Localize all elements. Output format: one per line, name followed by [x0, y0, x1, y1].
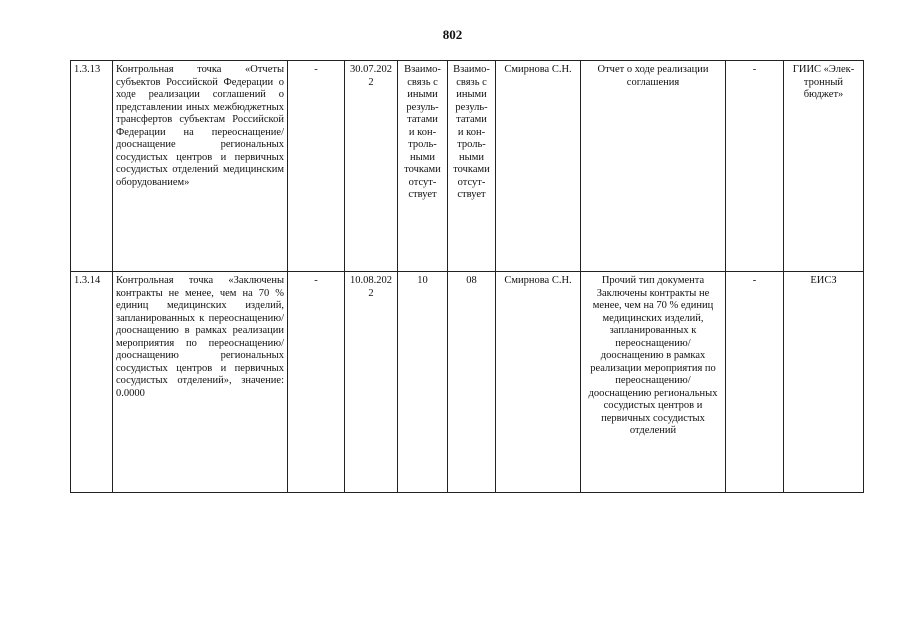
- information-system-text: ЕИСЗ: [810, 275, 837, 286]
- predecessor-text: 10: [417, 275, 428, 286]
- information-system: [784, 61, 864, 272]
- successor-link: [448, 272, 496, 493]
- base-value: -: [288, 61, 345, 272]
- predecessor-text: Взаимо- связь с иными резуль- татами и кон- троль- ными точками отсут- ствует: [404, 64, 441, 200]
- control-point-description: Контрольная точка «Заключены контракты не менее, чем на 70 % единиц медицинских изделий, запланированных к переоснащению/дооснащению в рамках реализации мероприятия по переоснащению/дооснащению региональных сосудистых центров и первичных сосудистых отделений», значение: 0.0000: [113, 272, 288, 493]
- base-value: -: [288, 272, 345, 493]
- successor-link: [448, 61, 496, 272]
- control-point-description: Контрольная точка «Отчеты субъектов Российской Федерации о ходе реализации соглашений о представлении иных межбюджетных трансфертов субъектам Российской Федерации на переоснащение/дооснащение региональных сосудистых центров и первичных сосудистых отделений медицинским оборудованием»: [113, 61, 288, 272]
- responsible-person: Смирнова С.Н.: [496, 272, 581, 493]
- successor-text: 08: [466, 275, 477, 286]
- approval-level: -: [726, 272, 784, 493]
- row-number: 1.3.13: [71, 61, 113, 272]
- responsible-person: Смирнова С.Н.: [496, 61, 581, 272]
- successor-text: Взаимо- связь с иными резуль- татами и кон- троль- ными точками отсут- ствует: [453, 64, 490, 200]
- table-row: [71, 61, 864, 272]
- document-type: Прочий тип документа Заключены контракты не менее, чем на 70 % единиц медицинских изделий, запланированных к переоснащению/дооснащению в рамках реализации мероприятия по переоснащению/дооснащению региональных сосудистых центров и первичных сосудистых отделений: [581, 272, 726, 493]
- table-row: [71, 272, 864, 493]
- deadline-date: 10.08.2022: [345, 272, 398, 493]
- approval-level: -: [726, 61, 784, 272]
- information-system: [784, 272, 864, 493]
- row-number: 1.3.14: [71, 272, 113, 493]
- predecessor-link: [398, 272, 448, 493]
- document-type: Отчет о ходе реализации соглашения: [581, 61, 726, 272]
- page-number: 802: [442, 27, 463, 42]
- predecessor-link: [398, 61, 448, 272]
- control-points-table: [70, 60, 864, 493]
- deadline-date: 30.07.2022: [345, 61, 398, 272]
- information-system-text: ГИИС «Элек- тронный бюджет»: [792, 64, 855, 100]
